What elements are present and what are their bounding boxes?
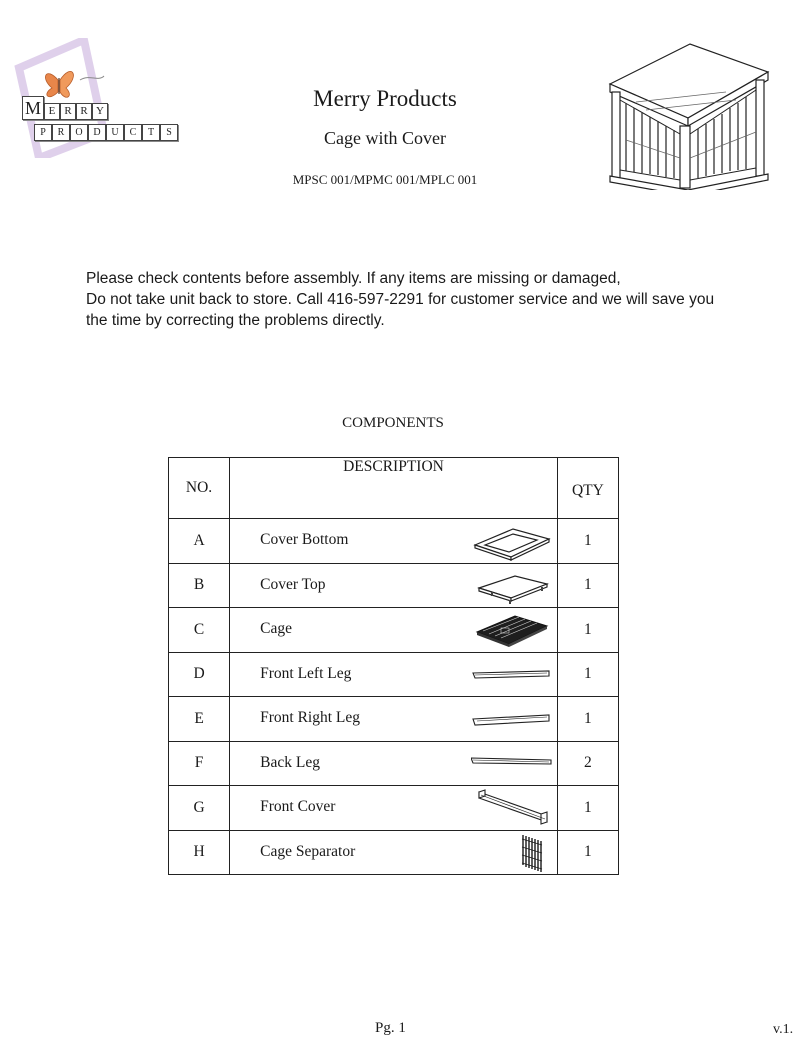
assembly-notice (86, 268, 736, 331)
row-description (230, 786, 558, 831)
logo-letter: T (142, 124, 160, 141)
row-description (230, 830, 558, 875)
page-title: Merry Products (313, 86, 457, 111)
table-row (169, 697, 619, 742)
model-numbers: MPSC 001/MPMC 001/MPLC 001 (292, 172, 478, 187)
cage-with-cover-illustration (606, 40, 772, 190)
header-qty: QTY (557, 458, 618, 519)
table-row (169, 608, 619, 653)
row-qty: 1 (557, 786, 618, 831)
notice-line: Please check contents before assembly. If any items are missing or damaged, (86, 270, 621, 287)
row-no: D (169, 652, 230, 697)
header-description: DESCRIPTION (230, 458, 558, 519)
row-qty: 1 (557, 608, 618, 653)
back-leg-icon (471, 744, 553, 784)
page-subtitle: Cage with Cover (324, 128, 446, 148)
cover-bottom-icon (471, 521, 553, 561)
logo-letter: U (106, 124, 124, 141)
row-no: B (169, 563, 230, 608)
logo-letter: P (34, 124, 52, 141)
row-qty: 1 (557, 563, 618, 608)
row-qty: 1 (557, 830, 618, 875)
row-description-label: Cage (260, 620, 292, 637)
front-cover-icon (471, 788, 553, 828)
row-qty: 1 (557, 697, 618, 742)
logo-letter: R (52, 124, 70, 141)
row-description (230, 741, 558, 786)
logo-letter: C (124, 124, 142, 141)
row-no: H (169, 830, 230, 875)
row-description-label: Back Leg (260, 753, 320, 771)
row-description-label: Front Right Leg (260, 709, 361, 726)
notice-line: the time by correcting the problems directly. (86, 312, 385, 329)
table-row (169, 786, 619, 831)
table-row (169, 563, 619, 608)
row-description-label: Cage Separator (260, 842, 356, 860)
row-description-label: Front Left Leg (260, 664, 352, 682)
components-title: COMPONENTS (342, 415, 444, 431)
table-header-row (169, 458, 619, 519)
front-left-leg-icon (471, 655, 553, 695)
row-no: A (169, 519, 230, 564)
row-description-label: Front Cover (260, 798, 336, 815)
cage-icon (471, 610, 553, 650)
logo-letter: R (60, 103, 76, 120)
notice-line: Do not take unit back to store. Call 416-597-2291 for customer service and we will save you (86, 291, 715, 308)
logo-letter: E (44, 103, 60, 120)
row-description (230, 697, 558, 742)
row-description (230, 608, 558, 653)
row-description (230, 563, 558, 608)
logo-letter: S (160, 124, 178, 141)
table-row (169, 652, 619, 697)
row-description (230, 519, 558, 564)
version-label: v.1. (773, 1022, 794, 1037)
logo-letter: R (76, 103, 92, 120)
components-table (168, 457, 619, 875)
row-no: E (169, 697, 230, 742)
cover-top-icon (471, 566, 553, 606)
front-right-leg-icon (471, 699, 553, 739)
logo-letter: D (88, 124, 106, 141)
logo-letter: O (70, 124, 88, 141)
row-qty: 1 (557, 652, 618, 697)
row-description (230, 652, 558, 697)
header-no: NO. (169, 458, 230, 519)
row-description-label: Cover Bottom (260, 531, 349, 548)
table-row (169, 519, 619, 564)
row-no: G (169, 786, 230, 831)
row-no: C (169, 608, 230, 653)
row-qty: 2 (557, 741, 618, 786)
cage-separator-icon (471, 833, 553, 873)
row-description-label: Cover Top (260, 575, 326, 593)
logo-letter: Y (92, 103, 108, 120)
row-qty: 1 (557, 519, 618, 564)
page-number: Pg. 1 (375, 1020, 406, 1036)
row-no: F (169, 741, 230, 786)
table-row (169, 830, 619, 875)
logo-letter: M (22, 96, 44, 120)
table-row (169, 741, 619, 786)
